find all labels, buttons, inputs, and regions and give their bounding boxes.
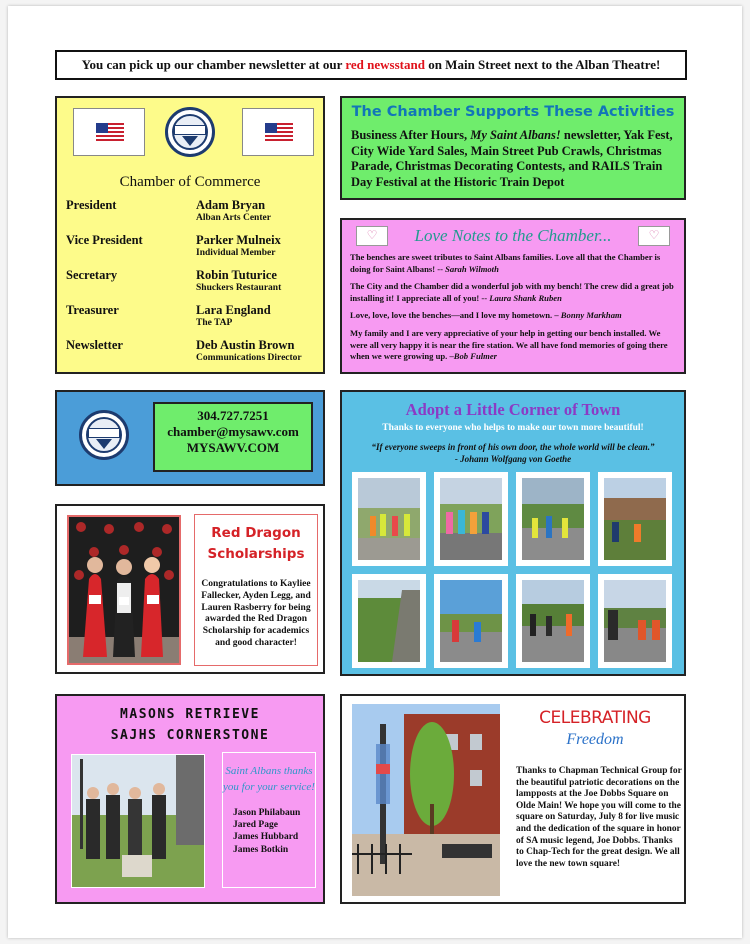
- activities-text-part: Business After Hours,: [351, 128, 471, 142]
- volunteer-photo-art: [358, 580, 420, 662]
- celebrating-freedom-box: [340, 694, 686, 904]
- officer-name: Adam Bryan: [196, 198, 266, 212]
- masons-title-line: MASONS RETRIEVE: [120, 707, 260, 722]
- scholarship-photo: [67, 515, 181, 665]
- volunteer-photo: [516, 574, 590, 668]
- mason-name: James Hubbard: [233, 832, 299, 843]
- volunteer-photo: [516, 472, 590, 566]
- officer-name: Deb Austin Brown: [196, 338, 295, 352]
- volunteer-photo-art: [440, 478, 502, 560]
- officer-role: Vice President: [66, 233, 143, 247]
- volunteer-photo: [434, 472, 508, 566]
- officer-role: Secretary: [66, 268, 118, 282]
- quote-author: - Johann Wolfgang von Goethe: [454, 454, 572, 464]
- newsstand-banner: [55, 50, 687, 80]
- celebrating-body: Thanks to Chapman Technical Group for the beautiful patriotic decorations on the lampposts at the Joe Dobbs Square on Olde Main! We hope you will come to the square on Saturday, July 8 for live music and the dedication of the square in honor of SA music legend, Joe Dobbs. Thanks to Chap-Tech for the great design. We all love the new town square!: [516, 766, 682, 869]
- website-link[interactable]: MYSAWV.COM: [186, 440, 280, 455]
- note-text: Love, love, love the benches—and I love my hometown. –: [350, 310, 559, 321]
- banner-highlight: red newsstand: [345, 57, 425, 72]
- volunteer-photo-art: [440, 580, 502, 662]
- town-square-photo: [352, 704, 500, 896]
- masons-title-line: SAJHS CORNERSTONE: [110, 728, 270, 743]
- scholarship-photo-art: [69, 517, 179, 663]
- scholarship-title-line: Red Dragon: [211, 525, 301, 541]
- scholarship-title-line: Scholarships: [207, 546, 305, 562]
- adopt-subtitle: Thanks to everyone who helps to make our town more beautiful!: [382, 423, 644, 433]
- american-flag-icon: [265, 123, 293, 141]
- scholarship-body: Congratulations to Kayliee Fallecker, Ayden Legg, and Lauren Rasberry for being awarded the Red Dragon Scholarship for academics and good character!: [201, 579, 311, 648]
- officer-name: Lara England: [196, 303, 271, 317]
- flag-right-frame: [242, 108, 314, 156]
- masons-photo-art: [72, 755, 204, 887]
- love-note: [350, 328, 676, 363]
- volunteer-photo-art: [358, 478, 420, 560]
- heart-icon: ♡: [638, 226, 670, 246]
- phone-number: 304.727.7251: [197, 408, 269, 423]
- banner-text-after: on Main Street next to the Alban Theatre!: [424, 57, 661, 72]
- mason-name: Jared Page: [233, 820, 278, 831]
- officer-name: Parker Mulneix: [196, 233, 281, 247]
- celebrating-title: CELEBRATING: [539, 708, 651, 728]
- officer-role: Newsletter: [66, 338, 123, 352]
- activities-text-part: newsletter, Yak Fest, City Wide Yard Sales, Main Street Pub Crawls, Christmas Parade, Christmas Decorating Contests, and RAILS Train Day Festival at the Historic Train Depot: [351, 128, 673, 189]
- officer-row: [66, 268, 316, 303]
- love-notes-list: [350, 252, 676, 369]
- scholarship-text-frame: [194, 514, 318, 666]
- officer-affiliation: Individual Member: [196, 248, 276, 258]
- officer-affiliation: Communications Director: [196, 353, 302, 363]
- scholarship-title: [195, 523, 317, 565]
- love-note: [350, 281, 676, 304]
- adopt-title: Adopt a Little Corner of Town: [405, 400, 621, 419]
- chamber-title: Chamber of Commerce: [119, 174, 261, 190]
- banner-text-before: You can pick up our chamber newsletter at our: [81, 57, 346, 72]
- masons-box: [55, 694, 325, 904]
- officer-row: [66, 198, 316, 233]
- email-address[interactable]: chamber@mysawv.com: [167, 424, 299, 439]
- love-note: [350, 310, 676, 322]
- note-text: The benches are sweet tributes to Saint Albans families. Love all that the Chamber is doing for Saint Albans! --: [350, 252, 661, 274]
- officer-role: President: [66, 198, 117, 212]
- activities-title: The Chamber Supports These Activities: [351, 104, 675, 120]
- mason-name: Jason Philabaun: [233, 808, 301, 818]
- town-square-photo-art: [352, 704, 500, 896]
- note-author: Sarah Wilmoth: [442, 263, 499, 274]
- officer-list: [66, 198, 316, 373]
- officer-affiliation: The TAP: [196, 318, 233, 328]
- note-author: Laura Shank Ruben: [487, 292, 562, 303]
- love-notes-title: Love Notes to the Chamber...: [414, 226, 612, 245]
- volunteer-photo-art: [522, 580, 584, 662]
- note-text: The City and the Chamber did a wonderful job with my bench! The crew did a great job installing it! I appreciate all of you! --: [350, 281, 674, 303]
- volunteer-photo: [598, 574, 672, 668]
- love-note: [350, 252, 676, 275]
- chamber-officers-box: [55, 96, 325, 374]
- love-notes-box: [340, 218, 686, 374]
- masons-title: [57, 704, 323, 746]
- volunteer-photo-art: [522, 478, 584, 560]
- newsletter-name: My Saint Albans!: [470, 128, 561, 142]
- volunteer-photo: [352, 472, 426, 566]
- volunteer-photo-art: [604, 580, 666, 662]
- activities-box: [340, 96, 686, 200]
- st-albans-seal-icon: [165, 107, 215, 157]
- note-author: Bob Fulmer: [453, 351, 497, 362]
- officer-row: [66, 338, 316, 373]
- contact-box: [55, 390, 325, 486]
- volunteer-photo: [434, 574, 508, 668]
- adopt-quote: [352, 441, 674, 465]
- heart-icon: ♡: [356, 226, 388, 246]
- officer-row: [66, 303, 316, 338]
- officer-affiliation: Alban Arts Center: [196, 213, 271, 223]
- american-flag-icon: [96, 123, 124, 141]
- masons-photo: [71, 754, 205, 888]
- adopt-corner-box: [340, 390, 686, 676]
- officer-affiliation: Shuckers Restaurant: [196, 283, 282, 293]
- officer-name: Robin Tuturice: [196, 268, 277, 282]
- volunteer-photo: [352, 574, 426, 668]
- volunteer-photo-art: [604, 478, 666, 560]
- mason-name: James Botkin: [233, 844, 289, 855]
- note-author: Bonny Markham: [558, 310, 622, 321]
- note-text: My family and I are very appreciative of your help in getting our bench installed. We were all very happy it is near the fire station. We all have fond memories of going there when we were growing up. –: [350, 327, 668, 362]
- masons-text-frame: [222, 752, 316, 888]
- st-albans-seal-icon: [79, 410, 129, 460]
- activities-text: [351, 128, 676, 190]
- freedom-subtitle: Freedom: [566, 731, 624, 748]
- contact-info: [153, 402, 313, 472]
- volunteer-photo: [598, 472, 672, 566]
- quote-text: “If everyone sweeps in front of his own door, the whole world will be clean.”: [371, 442, 655, 452]
- red-dragon-box: [55, 504, 325, 674]
- officer-role: Treasurer: [66, 303, 119, 317]
- service-thanks: Saint Albans thanks you for your service!: [223, 765, 315, 793]
- mason-names: [223, 807, 315, 856]
- flag-left-frame: [73, 108, 145, 156]
- officer-row: [66, 233, 316, 268]
